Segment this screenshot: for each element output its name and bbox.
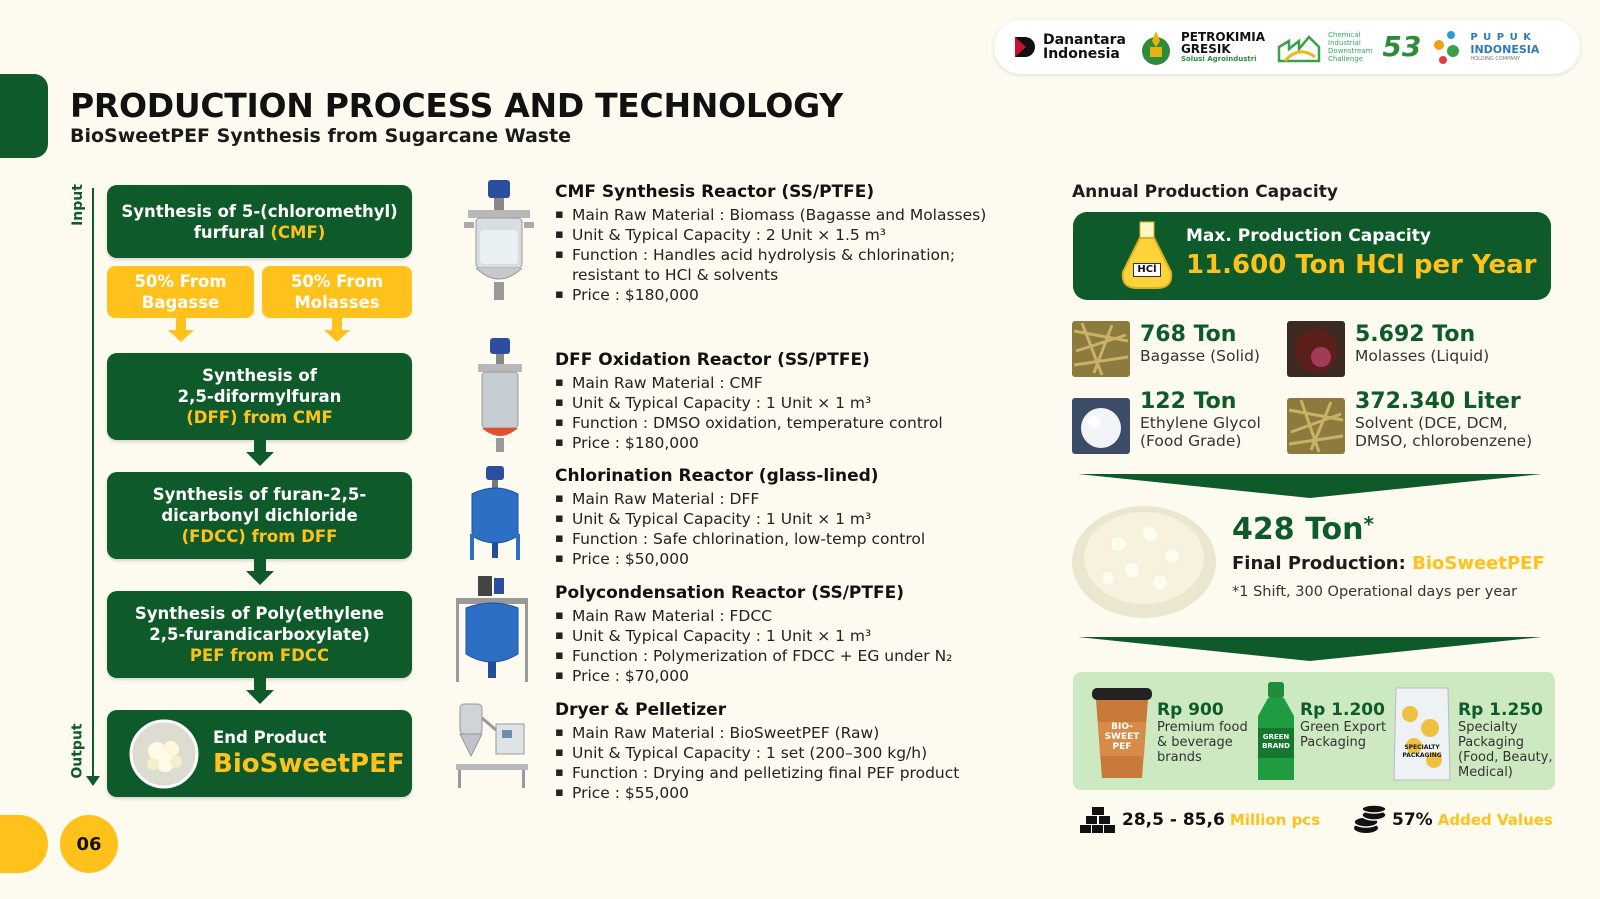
reactor-function: ▪ Function : Safe chlorination, low-temp control xyxy=(555,529,1025,549)
price-label-1: Specialty xyxy=(1458,720,1518,735)
flow-arrow-stem-3 xyxy=(254,678,266,690)
petrokimia-logo xyxy=(1136,27,1265,67)
pieces-stat xyxy=(1122,810,1320,830)
solvent-image xyxy=(1287,398,1345,454)
flow-arrow-stem-1 xyxy=(254,440,266,452)
reactor-capacity: ▪ Unit & Typical Capacity : 1 Unit × 1 m³ xyxy=(555,626,1025,646)
chlorination-reactor-image xyxy=(462,464,528,564)
reactor-price: ▪ Price : $55,000 xyxy=(555,783,1025,803)
reactor-title: DFF Oxidation Reactor (SS/PTFE) xyxy=(555,350,870,370)
molasses-arrow-icon xyxy=(324,330,350,342)
reactor-capacity: ▪ Unit & Typical Capacity : 1 Unit × 1 m³ xyxy=(555,509,1025,529)
price-value: Rp 900 xyxy=(1157,700,1224,720)
reactor-price: ▪ Price : $180,000 xyxy=(555,433,1025,453)
stat-solvent xyxy=(1355,389,1532,450)
stat-label-2: DMSO, chlorobenzene) xyxy=(1355,432,1533,450)
price-label-3: (Food, Beauty, xyxy=(1458,750,1553,765)
price-item-export xyxy=(1300,700,1386,750)
flow-arrow-icon xyxy=(246,452,274,466)
step-fdcc-synthesis xyxy=(107,472,412,559)
green-bottle-label: GREEN BRAND xyxy=(1262,733,1290,750)
reactor-function: ▪ Function : DMSO oxidation, temperature control xyxy=(555,413,1025,433)
step-dff-line-3: (DFF) from CMF xyxy=(186,408,333,427)
flow-arrow-stem-2 xyxy=(254,559,266,571)
step-dff-line-1: Synthesis of xyxy=(202,366,317,385)
reactor-title: Chlorination Reactor (glass-lined) xyxy=(555,466,879,486)
max-capacity-label: Max. Production Capacity xyxy=(1186,226,1431,246)
stat-label: Ethylene Glycol xyxy=(1140,414,1261,432)
price-label-3: brands xyxy=(1157,750,1202,765)
coins-icon xyxy=(1352,804,1388,834)
molasses-label: Molasses xyxy=(294,293,380,312)
pupuk-holding: HOLDING COMPANY xyxy=(1470,56,1521,62)
reactor-capacity: ▪ Unit & Typical Capacity : 1 set (200–300 kg/h) xyxy=(555,743,1025,763)
end-product-box xyxy=(107,710,412,797)
hcl-flask-icon xyxy=(1119,220,1175,292)
step-cmf-line-1: Synthesis of 5-(chloromethyl) xyxy=(121,201,398,221)
pieces-unit: Million pcs xyxy=(1229,811,1321,829)
price-item-specialty xyxy=(1458,700,1553,780)
challenge-line-1: Chemical xyxy=(1328,31,1361,39)
final-production-label-row xyxy=(1232,553,1545,574)
partner-logo-bar xyxy=(994,20,1580,74)
pef-pellets-image xyxy=(129,719,199,789)
danantara-country: Indonesia xyxy=(1043,46,1120,62)
reactor-price: ▪ Price : $50,000 xyxy=(555,549,1025,569)
industrial-plant-icon xyxy=(1275,27,1323,67)
molasses-image xyxy=(1287,321,1345,377)
chevron-down-icon xyxy=(1078,474,1542,498)
danantara-logo xyxy=(1012,33,1126,61)
added-value-stat xyxy=(1392,810,1553,830)
price-item-premium xyxy=(1157,700,1248,765)
step-fdcc-line-3: (FDCC) from DFF xyxy=(181,527,338,546)
flow-arrow-icon xyxy=(246,690,274,704)
reactor-function: ▪ Function : Handles acid hydrolysis & chlorination; resistant to HCl & solvents xyxy=(555,245,995,285)
reactor-material: ▪ Main Raw Material : FDCC xyxy=(555,606,1025,626)
source-molasses-box xyxy=(262,266,412,318)
reactor-card-dff xyxy=(555,350,1025,453)
step-cmf-line-2: furfural xyxy=(193,222,271,242)
max-capacity-value: 11.600 Ton HCl per Year xyxy=(1186,250,1537,280)
stat-value: 768 Ton xyxy=(1140,322,1237,347)
step-pef-line-2: 2,5-furandicarboxylate) xyxy=(149,625,370,644)
page-subtitle: BioSweetPEF Synthesis from Sugarcane Waste xyxy=(70,125,572,147)
petrokimia-city: GRESIK xyxy=(1180,42,1231,56)
pef-pellets-pile-image xyxy=(1068,496,1220,620)
reactor-material: ▪ Main Raw Material : CMF xyxy=(555,373,1025,393)
step-dff-synthesis xyxy=(107,353,412,440)
reactor-capacity: ▪ Unit & Typical Capacity : 1 Unit × 1 m³ xyxy=(555,393,1025,413)
reactor-function: ▪ Function : Polymerization of FDCC + EG under N₂ xyxy=(555,646,1025,666)
page-number: 06 xyxy=(60,815,118,873)
output-label: Output xyxy=(69,723,86,779)
final-production-note: *1 Shift, 300 Operational days per year xyxy=(1232,584,1518,600)
input-output-line xyxy=(92,188,94,776)
capacity-heading: Annual Production Capacity xyxy=(1072,182,1338,202)
molasses-arrow-stem xyxy=(332,318,342,330)
flow-arrow-icon xyxy=(246,571,274,585)
anniversary-number: 53 xyxy=(1382,30,1422,63)
stat-value: 5.692 Ton xyxy=(1355,322,1476,347)
left-accent-tab xyxy=(0,74,48,158)
source-bagasse-box xyxy=(107,266,254,318)
final-production-asterisk: * xyxy=(1363,512,1374,536)
reactor-title: Dryer & Pelletizer xyxy=(555,700,727,720)
end-product-label: End Product xyxy=(213,728,327,747)
step-dff-line-2: 2,5-diformylfuran xyxy=(177,387,342,406)
snack-pack-label: SPECIALTY PACKAGING xyxy=(1402,744,1442,759)
final-product-name: BioSweetPEF xyxy=(1412,553,1545,574)
stat-label: Bagasse (Solid) xyxy=(1140,347,1260,365)
input-label: Input xyxy=(69,184,86,226)
challenge-line-3: Downstream xyxy=(1328,47,1373,55)
bagasse-image xyxy=(1072,321,1130,377)
anniversary-logo xyxy=(1382,30,1422,63)
stacked-boxes-icon xyxy=(1080,805,1116,835)
bagasse-arrow-icon xyxy=(168,330,194,342)
added-value-percent: 57% xyxy=(1392,810,1433,830)
step-pef-line-1: Synthesis of Poly(ethylene xyxy=(134,604,385,623)
challenge-line-2: Industrial xyxy=(1328,39,1361,47)
stat-ethylene-glycol xyxy=(1140,389,1261,450)
bagasse-label: Bagasse xyxy=(141,293,220,312)
final-production-label: Final Production: xyxy=(1232,553,1413,574)
pupuk-word: P U P U K xyxy=(1470,32,1532,43)
polycondensation-reactor-image xyxy=(452,574,532,684)
stat-value: 122 Ton xyxy=(1140,389,1237,414)
stat-molasses xyxy=(1355,322,1489,365)
danantara-mark-icon xyxy=(1012,34,1038,60)
page-accent-pill xyxy=(0,815,48,873)
price-label-4: Medical) xyxy=(1458,765,1513,780)
reactor-price: ▪ Price : $180,000 xyxy=(555,285,1025,305)
added-value-label: Added Values xyxy=(1437,811,1553,829)
reactor-price: ▪ Price : $70,000 xyxy=(555,666,1025,686)
price-label-1: Green Export xyxy=(1300,720,1387,735)
stat-label: Molasses (Liquid) xyxy=(1355,347,1490,365)
price-label-2: Packaging xyxy=(1458,735,1524,750)
petrokimia-emblem-icon xyxy=(1136,27,1176,67)
final-production-value: 428 Ton xyxy=(1232,512,1364,547)
reactor-card-cmf xyxy=(555,182,1025,305)
stat-value: 372.340 Liter xyxy=(1355,389,1521,414)
reactor-title: Polycondensation Reactor (SS/PTFE) xyxy=(555,583,904,603)
reactor-card-dryer xyxy=(555,700,1025,803)
cmf-reactor-image xyxy=(460,178,538,308)
molasses-percent: 50% From xyxy=(290,272,384,291)
reactor-card-chlorination xyxy=(555,466,1025,569)
dff-reactor-image xyxy=(470,336,530,454)
stat-bagasse xyxy=(1140,322,1260,365)
page-title: PRODUCTION PROCESS AND TECHNOLOGY xyxy=(70,86,843,125)
reactor-function: ▪ Function : Drying and pelletizing final PEF product xyxy=(555,763,1025,783)
green-bottle-image xyxy=(1254,680,1298,784)
bagasse-percent: 50% From xyxy=(134,272,227,291)
challenge-logo xyxy=(1275,27,1372,67)
end-product-name: BioSweetPEF xyxy=(213,749,405,779)
hcl-flask-label: HCl xyxy=(1133,263,1161,277)
reactor-material: ▪ Main Raw Material : BioSweetPEF (Raw) xyxy=(555,723,1025,743)
step-pef-line-3: PEF from FDCC xyxy=(189,646,330,665)
price-value: Rp 1.250 xyxy=(1458,700,1543,720)
bagasse-arrow-stem xyxy=(176,318,186,330)
max-capacity-banner xyxy=(1073,212,1551,300)
price-label-2: & beverage xyxy=(1157,735,1233,750)
chevron-down-icon xyxy=(1078,637,1542,661)
price-label-2: Packaging xyxy=(1300,735,1366,750)
step-pef-synthesis xyxy=(107,591,412,678)
snack-pack-image xyxy=(1390,684,1454,784)
pieces-value: 28,5 - 85,6 xyxy=(1122,810,1225,830)
ethylene-glycol-image xyxy=(1072,398,1130,454)
reactor-material: ▪ Main Raw Material : Biomass (Bagasse and Molasses) xyxy=(555,205,1025,225)
challenge-line-4: Challenge xyxy=(1328,55,1364,63)
pupuk-indonesia-logo xyxy=(1431,27,1539,67)
pupuk-country: INDONESIA xyxy=(1470,43,1540,56)
step-cmf-abbr: (CMF) xyxy=(270,222,326,242)
final-production xyxy=(1232,512,1374,547)
petrokimia-tagline: Solusi Agroindustri xyxy=(1180,55,1257,63)
step-fdcc-line-2: dicarbonyl dichloride xyxy=(161,506,358,525)
output-arrow-icon xyxy=(86,776,100,786)
stat-label-2: (Food Grade) xyxy=(1140,432,1242,450)
price-value: Rp 1.200 xyxy=(1300,700,1385,720)
pupuk-molecule-icon xyxy=(1431,27,1465,67)
price-label-1: Premium food xyxy=(1157,720,1248,735)
step-cmf-synthesis xyxy=(107,185,412,258)
reactor-card-polycondensation xyxy=(555,583,1025,686)
petrokimia-name: PETROKIMIA xyxy=(1180,30,1266,44)
stat-label: Solvent (DCE, DCM, xyxy=(1355,414,1508,432)
danantara-name: Danantara xyxy=(1043,32,1126,48)
reactor-capacity: ▪ Unit & Typical Capacity : 2 Unit × 1.5 m³ xyxy=(555,225,1025,245)
step-fdcc-line-1: Synthesis of furan-2,5- xyxy=(152,485,367,504)
dryer-pelletizer-image xyxy=(452,694,532,792)
coffee-cup-label: BIO-SWEET PEF xyxy=(1104,722,1140,752)
reactor-title: CMF Synthesis Reactor (SS/PTFE) xyxy=(555,182,875,202)
reactor-material: ▪ Main Raw Material : DFF xyxy=(555,489,1025,509)
